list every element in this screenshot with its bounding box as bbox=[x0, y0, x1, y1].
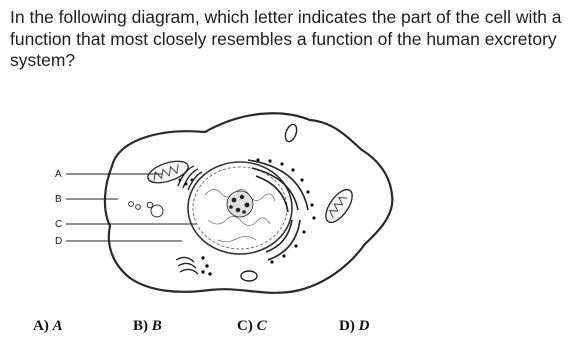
mitochondrion-right bbox=[321, 185, 358, 226]
choice-c-prefix: C) bbox=[237, 318, 253, 334]
vacuole-top bbox=[283, 123, 299, 143]
label-a: A bbox=[55, 169, 62, 180]
label-c: C bbox=[55, 219, 63, 230]
choice-b-prefix: B) bbox=[133, 318, 148, 334]
choice-d-prefix: D) bbox=[339, 318, 355, 334]
choice-a-letter: A bbox=[52, 318, 63, 334]
choice-d-letter: D bbox=[358, 318, 370, 334]
choice-c[interactable] bbox=[237, 318, 267, 335]
choice-b[interactable] bbox=[133, 318, 162, 335]
golgi-lower bbox=[176, 257, 198, 274]
label-lines bbox=[66, 174, 196, 241]
label-d: D bbox=[55, 236, 63, 247]
endoplasmic-reticulum bbox=[248, 160, 308, 260]
choice-a-prefix: A) bbox=[33, 318, 49, 334]
choice-b-letter: B bbox=[151, 318, 162, 334]
mitochondrion-top bbox=[145, 157, 191, 187]
vacuole-bottom bbox=[241, 271, 257, 281]
choice-a[interactable] bbox=[33, 318, 63, 335]
label-b: B bbox=[55, 194, 62, 205]
question-text: In the following diagram, which letter indicates the part of the cell with a function that most closely resembles a function of the human excretory system? bbox=[10, 7, 562, 70]
choice-c-letter: C bbox=[256, 318, 267, 334]
answer-choices bbox=[33, 318, 433, 340]
choice-d[interactable] bbox=[339, 318, 369, 335]
vesicles bbox=[129, 202, 163, 217]
